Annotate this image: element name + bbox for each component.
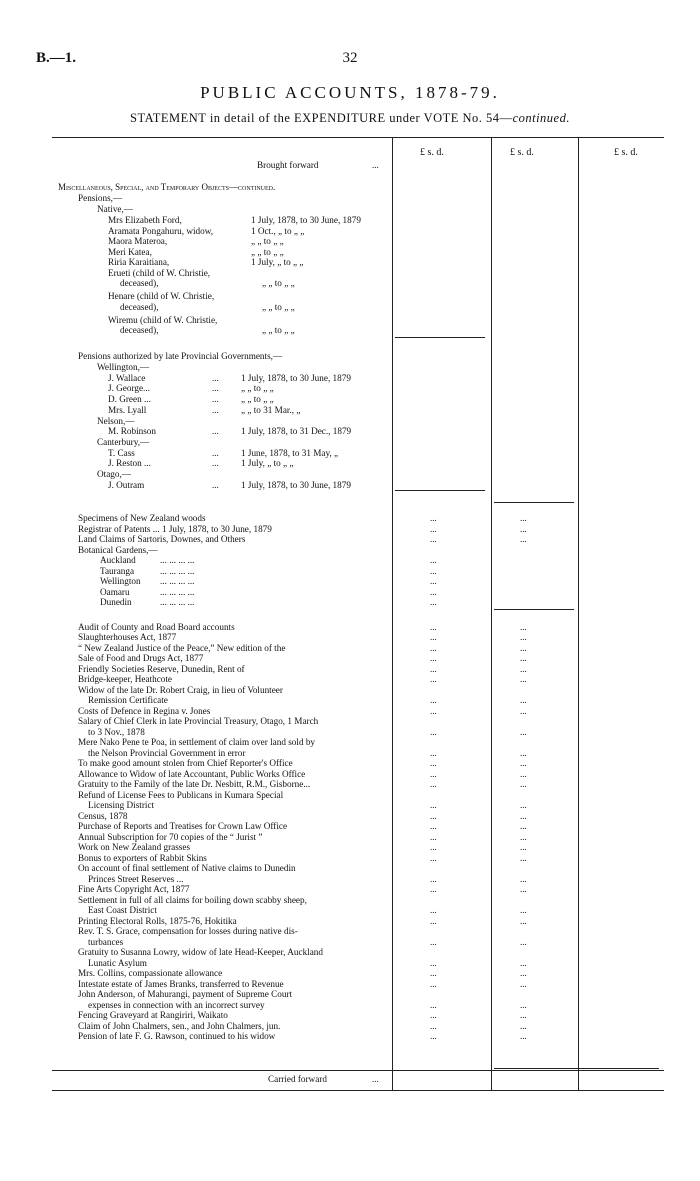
c1-dots: ... bbox=[430, 978, 437, 989]
table-top-rule bbox=[52, 137, 664, 138]
c1-dots: ... bbox=[430, 726, 437, 737]
c1-dots: ... bbox=[430, 586, 437, 597]
provincial-pension-name: J. Wallace bbox=[108, 372, 146, 383]
c2-dots: ... bbox=[520, 957, 527, 968]
expenditure-item: Licensing District bbox=[88, 800, 155, 811]
c2-dots: ... bbox=[520, 800, 527, 811]
native-pension-period: „ „ to „ „ bbox=[251, 246, 284, 257]
expenditure-item: Bonus to exporters of Rabbit Skins bbox=[78, 852, 207, 863]
c2-dots: ... bbox=[520, 534, 527, 545]
provincial-group: Nelson,— bbox=[97, 415, 135, 426]
native-pension-period: „ „ to „ „ bbox=[262, 301, 295, 312]
c1-dots: ... bbox=[430, 653, 437, 664]
c2-dots: ... bbox=[520, 632, 527, 643]
native-pension-period: 1 July, „ to „ „ bbox=[251, 257, 304, 267]
provincial-pension-name: J. Outram bbox=[108, 479, 145, 490]
c1-dots: ... bbox=[430, 968, 437, 979]
c1-dots: ... bbox=[430, 810, 437, 821]
column-divider-1 bbox=[392, 137, 393, 1090]
botanical-garden-name: Oamaru bbox=[100, 586, 130, 597]
column-header-2: £ s. d. bbox=[510, 147, 534, 158]
provincial-pension-name: D. Green ... bbox=[108, 394, 151, 405]
c2-dots: ... bbox=[520, 905, 527, 916]
provincial-group: Otago,— bbox=[97, 469, 131, 479]
native-pension-name: Mrs Elizabeth Ford, bbox=[108, 215, 182, 225]
expenditure-item: Friendly Societies Reserve, Dunedin, Rent of bbox=[78, 663, 245, 674]
c2-dots: ... bbox=[520, 621, 527, 632]
botanical-label: Botanical Gardens,— bbox=[78, 544, 158, 555]
c1-dots: ... bbox=[430, 831, 437, 842]
c2-dots: ... bbox=[520, 747, 527, 758]
native-label: Native,— bbox=[97, 204, 133, 214]
expenditure-item: Sale of Food and Drugs Act, 1877 bbox=[78, 653, 204, 664]
c1-dots: ... bbox=[430, 779, 437, 790]
c1-dots: ... bbox=[430, 884, 437, 895]
native-pension-name-cont: deceased), bbox=[120, 325, 159, 335]
c1-dots: ... bbox=[430, 842, 437, 853]
native-pension-period: 1 Oct., „ to „ „ bbox=[251, 225, 305, 236]
native-pension-period: „ „ to „ „ bbox=[251, 236, 284, 246]
native-pension-name: Henare (child of W. Christie, bbox=[108, 291, 215, 301]
native-pension-name: Aramata Pongahuru, widow, bbox=[108, 225, 214, 236]
c2-dots: ... bbox=[520, 653, 527, 664]
expenditure-item: Specimens of New Zealand woods bbox=[78, 513, 206, 524]
native-pension-period: „ „ to „ „ bbox=[262, 278, 295, 288]
c1-dots: ... bbox=[430, 663, 437, 674]
botanical-subtotal-rule bbox=[494, 609, 574, 610]
native-pension-name: Meri Katea, bbox=[108, 246, 152, 257]
c2-dots: ... bbox=[520, 768, 527, 779]
column-header-3: £ s. d. bbox=[614, 147, 638, 158]
provincial-pension-period: „ „ to „ „ bbox=[241, 394, 274, 405]
brought-forward-dots: ... bbox=[372, 160, 379, 170]
expenditure-item: Princes Street Reserves ... bbox=[88, 873, 184, 884]
dot-fill: ... ... ... ... bbox=[160, 597, 195, 608]
expenditure-item: Registrar of Patents ... 1 July, 1878, to 30 June, 1879 bbox=[78, 523, 272, 534]
expenditure-item: turbances bbox=[88, 936, 124, 947]
native-pension-name: Maora Materoa, bbox=[108, 236, 168, 246]
expenditure-item: Printing Electoral Rolls, 1875-76, Hokitika bbox=[78, 915, 237, 926]
c1-dots: ... bbox=[430, 695, 437, 706]
dot-fill: ... ... ... ... bbox=[160, 555, 195, 566]
c1-dots: ... bbox=[430, 1031, 437, 1042]
c1-dots: ... bbox=[430, 915, 437, 926]
column-divider-3 bbox=[578, 137, 579, 1090]
provincial-dots: ... bbox=[212, 458, 219, 469]
c2-dots: ... bbox=[520, 705, 527, 716]
pensions-label: Pensions,— bbox=[78, 193, 123, 203]
expenditure-item: Costs of Defence in Regina v. Jones bbox=[78, 705, 211, 716]
c2-dots: ... bbox=[520, 968, 527, 979]
column-divider-2 bbox=[491, 137, 492, 1090]
expenditure-item: Gratuity to the Family of the late Dr. Nesbitt, R.M., Gisborne... bbox=[78, 779, 311, 790]
c1-dots: ... bbox=[430, 705, 437, 716]
provincial-dots: ... bbox=[212, 447, 219, 458]
c2-dots: ... bbox=[520, 999, 527, 1010]
dot-fill: ... ... ... ... bbox=[160, 576, 195, 587]
provincial-pension-name: J. George... bbox=[108, 383, 150, 394]
expenditure-item: to 3 Nov., 1878 bbox=[88, 726, 145, 737]
native-pension-period: 1 July, 1878, to 30 June, 1879 bbox=[251, 215, 361, 225]
expenditure-item: Bridge-keeper, Heathcote bbox=[78, 674, 173, 685]
native-pension-name-cont: deceased), bbox=[120, 278, 159, 288]
provincial-pension-period: 1 June, 1878, to 31 May, „ bbox=[241, 447, 339, 458]
c1-dots: ... bbox=[430, 821, 437, 832]
c2-dots: ... bbox=[520, 978, 527, 989]
provincial-pension-period: „ „ to „ „ bbox=[241, 383, 274, 394]
expenditure-item: Annual Subscription for 70 copies of the “ Jurist ” bbox=[78, 831, 263, 842]
expenditure-item: Census, 1878 bbox=[78, 810, 128, 821]
native-pension-period: „ „ to „ „ bbox=[262, 325, 295, 335]
c1-dots: ... bbox=[430, 1020, 437, 1031]
native-subtotal-rule bbox=[395, 337, 485, 338]
c1-dots: ... bbox=[430, 576, 437, 587]
expenditure-item: Settlement in full of all claims for boiling down scabby sheep, bbox=[78, 894, 307, 905]
c2-dots: ... bbox=[520, 842, 527, 853]
botanical-garden-name: Tauranga bbox=[100, 565, 135, 576]
expenditure-item: Rev. T. S. Grace, compensation for losses during native dis- bbox=[78, 926, 298, 937]
dot-fill: ... ... ... ... bbox=[160, 586, 195, 597]
carried-forward-rule bbox=[494, 1068, 659, 1069]
provincial-subtotal-rule bbox=[395, 490, 485, 491]
expenditure-item: Pension of late F. G. Rawson, continued to his widow bbox=[78, 1031, 276, 1042]
expenditure-item: East Coast District bbox=[88, 905, 157, 916]
page-number: 32 bbox=[342, 50, 358, 66]
c1-dots: ... bbox=[430, 597, 437, 608]
provincial-pension-name: Mrs. Lyall bbox=[108, 404, 147, 415]
provincial-pension-period: „ „ to 31 Mar., „ bbox=[241, 404, 301, 415]
table-bottom-rule bbox=[52, 1090, 664, 1091]
c2-dots: ... bbox=[520, 810, 527, 821]
c1-dots: ... bbox=[430, 800, 437, 811]
c2-dots: ... bbox=[520, 695, 527, 706]
provincial-dots: ... bbox=[212, 404, 219, 415]
expenditure-item: Mrs. Collins, compassionate allowance bbox=[78, 968, 223, 979]
c2-dots: ... bbox=[520, 915, 527, 926]
provincial-dots: ... bbox=[212, 479, 219, 490]
c2-dots: ... bbox=[520, 674, 527, 685]
pensions-subtotal-rule bbox=[494, 502, 574, 503]
provincial-dots: ... bbox=[212, 394, 219, 405]
expenditure-item: Salary of Chief Clerk in late Provincial Treasury, Otago, 1 March bbox=[78, 716, 319, 727]
c2-dots: ... bbox=[520, 1010, 527, 1021]
expenditure-item: Land Claims of Sartoris, Downes, and Others bbox=[78, 534, 246, 545]
c1-dots: ... bbox=[430, 852, 437, 863]
provincial-dots: ... bbox=[212, 426, 219, 437]
native-pension-name: Erueti (child of W. Christie, bbox=[108, 267, 211, 278]
provincial-pension-name: T. Cass bbox=[108, 447, 135, 458]
botanical-garden-name: Dunedin bbox=[100, 597, 132, 608]
page-subtitle: STATEMENT in detail of the EXPENDITURE under VOTE No. 54—continued. bbox=[130, 111, 570, 125]
brought-forward-label: Brought forward bbox=[257, 160, 319, 170]
c1-dots: ... bbox=[430, 674, 437, 685]
c1-dots: ... bbox=[430, 999, 437, 1010]
c1-dots: ... bbox=[430, 957, 437, 968]
c2-dots: ... bbox=[520, 1020, 527, 1031]
provincial-dots: ... bbox=[212, 383, 219, 394]
c1-dots: ... bbox=[430, 905, 437, 916]
native-pension-name: Wiremu (child of W. Christie, bbox=[108, 314, 218, 325]
provincial-pension-name: J. Reston ... bbox=[108, 458, 151, 469]
expenditure-item: Slaughterhouses Act, 1877 bbox=[78, 632, 177, 643]
c2-dots: ... bbox=[520, 779, 527, 790]
c2-dots: ... bbox=[520, 936, 527, 947]
expenditure-item: On account of final settlement of Native claims to Dunedin bbox=[78, 863, 296, 874]
expenditure-item: Intestate estate of James Branks, transferred to Revenue bbox=[78, 978, 284, 989]
provincial-group: Wellington,— bbox=[97, 362, 150, 372]
expenditure-item: the Nelson Provincial Government in error bbox=[88, 747, 246, 758]
native-pension-name: Riria Karaitiana, bbox=[108, 257, 170, 267]
expenditure-item: “ New Zealand Justice of the Peace,” New edition of the bbox=[78, 642, 286, 653]
botanical-garden-name: Auckland bbox=[100, 555, 136, 566]
expenditure-item: Fine Arts Copyright Act, 1877 bbox=[78, 884, 190, 895]
provincial-dots: ... bbox=[212, 372, 219, 383]
c1-dots: ... bbox=[430, 642, 437, 653]
expenditure-item: expenses in connection with an incorrect survey bbox=[88, 999, 265, 1010]
carried-forward-rule bbox=[52, 1070, 664, 1071]
expenditure-item: Fencing Graveyard at Rangiriri, Waikato bbox=[78, 1010, 228, 1021]
provincial-group: Canterbury,— bbox=[97, 436, 150, 447]
expenditure-item: Refund of License Fees to Publicans in Kumara Special bbox=[78, 789, 284, 800]
c2-dots: ... bbox=[520, 758, 527, 769]
c2-dots: ... bbox=[520, 642, 527, 653]
expenditure-item: Audit of County and Road Board accounts bbox=[78, 621, 235, 632]
c2-dots: ... bbox=[520, 663, 527, 674]
c1-dots: ... bbox=[430, 873, 437, 884]
c2-dots: ... bbox=[520, 852, 527, 863]
c2-dots: ... bbox=[520, 821, 527, 832]
c2-dots: ... bbox=[520, 873, 527, 884]
provincial-pension-period: 1 July, 1878, to 30 June, 1879 bbox=[241, 479, 351, 490]
expenditure-item: Lunatic Asylum bbox=[88, 957, 147, 968]
expenditure-item: Gratuity to Susanna Lowry, widow of late Head-Keeper, Auckland bbox=[78, 947, 323, 958]
c1-dots: ... bbox=[430, 523, 437, 534]
page-title: PUBLIC ACCOUNTS, 1878-79. bbox=[200, 83, 500, 102]
section-title: Miscellaneous, Special, and Temporary Objects—continued. bbox=[58, 182, 276, 192]
c1-dots: ... bbox=[430, 534, 437, 545]
c1-dots: ... bbox=[430, 768, 437, 779]
c1-dots: ... bbox=[430, 621, 437, 632]
provincial-pension-name: M. Robinson bbox=[108, 426, 156, 437]
c2-dots: ... bbox=[520, 884, 527, 895]
expenditure-item: John Anderson, of Mahurangi, payment of Supreme Court bbox=[78, 989, 293, 1000]
c1-dots: ... bbox=[430, 565, 437, 576]
c2-dots: ... bbox=[520, 1031, 527, 1042]
c1-dots: ... bbox=[430, 747, 437, 758]
dot-fill: ... ... ... ... bbox=[160, 565, 195, 576]
expenditure-item: Claim of John Chalmers, sen., and John Chalmers, jun. bbox=[78, 1020, 281, 1031]
c2-dots: ... bbox=[520, 726, 527, 737]
c1-dots: ... bbox=[430, 632, 437, 643]
c2-dots: ... bbox=[520, 831, 527, 842]
native-pension-name-cont: deceased), bbox=[120, 301, 159, 312]
provincial-pension-period: 1 July, „ to „ „ bbox=[241, 458, 294, 469]
expenditure-item: Remission Certificate bbox=[88, 695, 168, 706]
c1-dots: ... bbox=[430, 758, 437, 769]
expenditure-item: Purchase of Reports and Treatises for Crown Law Office bbox=[78, 821, 288, 832]
carried-forward-dots: ... bbox=[372, 1074, 379, 1084]
provincial-pension-period: 1 July, 1878, to 31 Dec., 1879 bbox=[241, 426, 352, 437]
botanical-garden-name: Wellington bbox=[100, 576, 141, 587]
provincial-pension-period: 1 July, 1878, to 30 June, 1879 bbox=[241, 372, 351, 383]
c1-dots: ... bbox=[430, 555, 437, 566]
expenditure-item: Work on New Zealand grasses bbox=[78, 842, 191, 853]
expenditure-item: Widow of the late Dr. Robert Craig, in lieu of Volunteer bbox=[78, 684, 283, 695]
c2-dots: ... bbox=[520, 513, 527, 524]
c1-dots: ... bbox=[430, 1010, 437, 1021]
expenditure-item: Mere Nako Pene te Poa, in settlement of claim over land sold by bbox=[78, 737, 316, 748]
expenditure-item: Allowance to Widow of late Accountant, Public Works Office bbox=[78, 768, 306, 779]
provincial-label: Pensions authorized by late Provincial Governments,— bbox=[78, 351, 283, 361]
carried-forward-label: Carried forward bbox=[268, 1074, 327, 1084]
expenditure-item: To make good amount stolen from Chief Reporter's Office bbox=[78, 758, 293, 769]
document-code: B.—1. bbox=[36, 50, 77, 66]
column-header-1: £ s. d. bbox=[420, 147, 444, 158]
c1-dots: ... bbox=[430, 513, 437, 524]
c2-dots: ... bbox=[520, 523, 527, 534]
c1-dots: ... bbox=[430, 936, 437, 947]
